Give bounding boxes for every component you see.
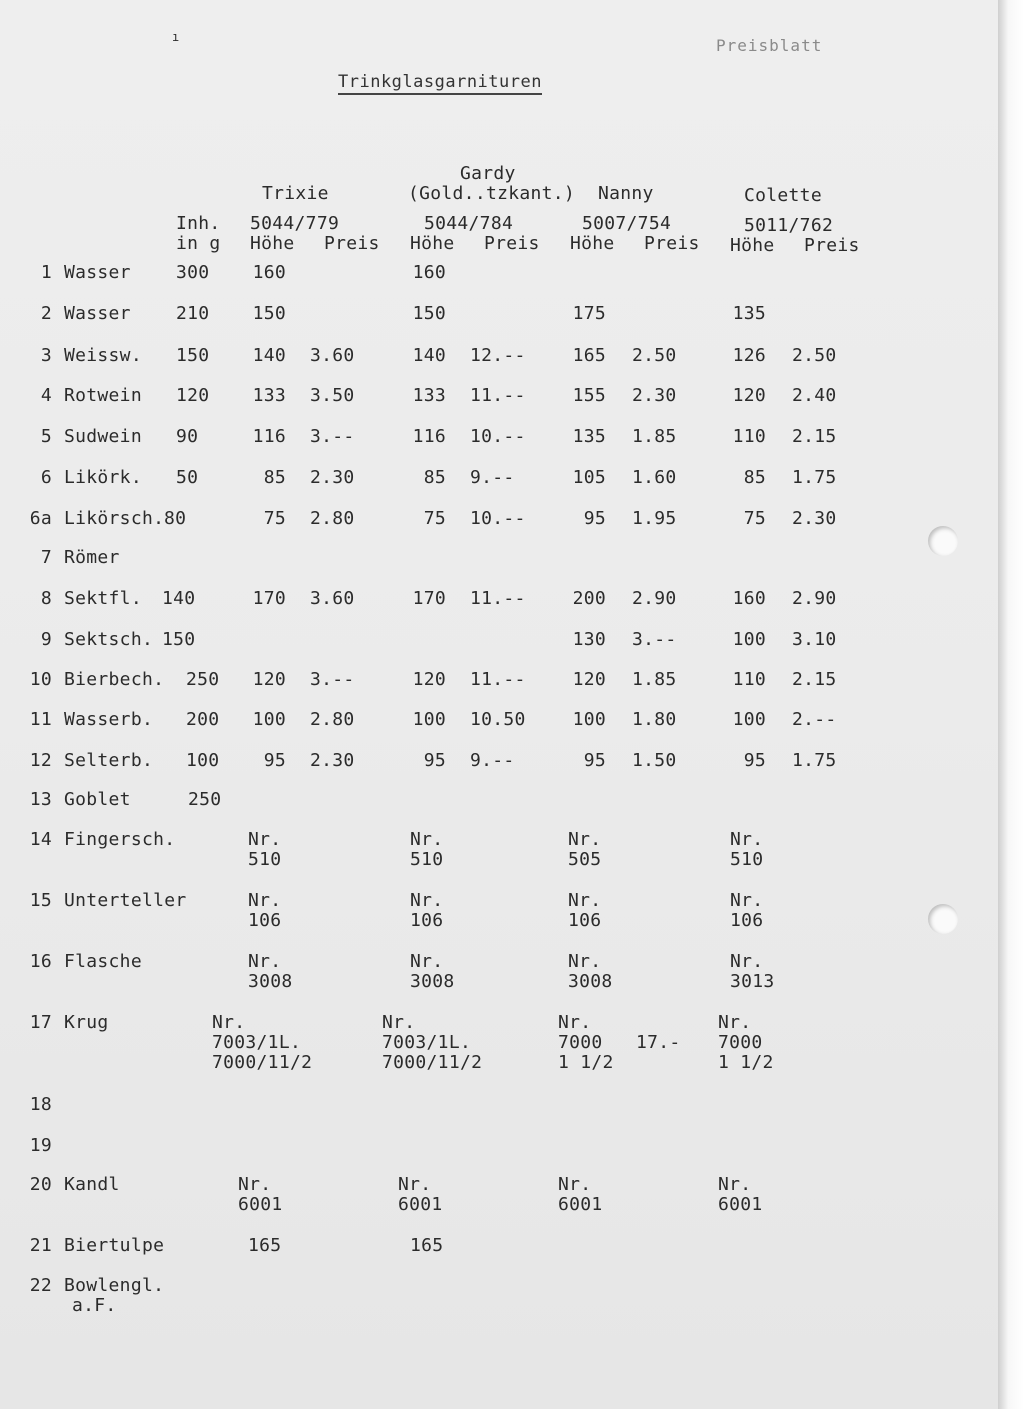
row-17-number: 17 [29,1012,52,1033]
row-10-gardy-preis: 11.-- [470,669,526,690]
row-12-nanny-hoehe: 95 [583,750,606,771]
row-9-inh: 150 [162,629,196,650]
row-8-nanny-preis: 2.90 [632,588,677,609]
row-2-gardy-hoehe: 150 [412,303,446,324]
row-20-nanny-nr: Nr. 6001 [558,1174,603,1215]
row-6a-inh: 80 [164,508,187,529]
row-17-name: Krug [64,1012,109,1033]
row-13-number: 13 [29,789,52,810]
row-4-trixie-preis: 3.50 [310,385,355,406]
row-12-nanny-preis: 1.50 [632,750,677,771]
row-11-trixie-preis: 2.80 [310,709,355,730]
row-17-trixie-nr: Nr. 7003/1L. 7000/11/2 [212,1012,313,1073]
row-14-nanny-nr: Nr. 505 [568,829,602,870]
row-5-gardy-preis: 10.-- [470,426,526,447]
row-4-number: 4 [40,385,52,406]
row-5-inh: 90 [176,426,199,447]
col-trixie-hoehe: Höhe [250,233,295,254]
row-10-number: 10 [29,669,52,690]
row-9-name: Sektsch. [64,629,154,650]
row-6a-nanny-hoehe: 95 [583,508,606,529]
row-2-name: Wasser [64,303,131,324]
row-15-colette-nr: Nr. 106 [730,890,764,931]
row-21-trixie-hoehe: 165 [248,1235,282,1256]
row-1-inh: 300 [176,262,210,283]
row-11-gardy-preis: 10.50 [470,709,526,730]
row-9-nanny-preis: 3.-- [632,629,677,650]
row-5-gardy-hoehe: 116 [412,426,446,447]
row-1-trixie-hoehe: 160 [252,262,286,283]
row-10-nanny-preis: 1.85 [632,669,677,690]
row-5-name: Sudwein [64,426,142,447]
row-4-nanny-hoehe: 155 [572,385,606,406]
row-16-gardy-nr: Nr. 3008 [410,951,455,992]
row-4-colette-preis: 2.40 [792,385,837,406]
col-nanny-preis: Preis [644,233,700,254]
col-inh-unit: in g [176,233,221,254]
row-16-name: Flasche [64,951,142,972]
row-10-name: Bierbech. [64,669,165,690]
row-16-colette-nr: Nr. 3013 [730,951,775,992]
row-3-name: Weissw. [64,345,142,366]
row-7-number: 7 [40,547,52,568]
row-14-number: 14 [29,829,52,850]
row-3-inh: 150 [176,345,210,366]
col-colette-hoehe: Höhe [730,235,775,256]
row-4-colette-hoehe: 120 [732,385,766,406]
row-6a-colette-preis: 2.30 [792,508,837,529]
row-9-colette-preis: 3.10 [792,629,837,650]
row-10-trixie-hoehe: 120 [252,669,286,690]
row-8-nanny-hoehe: 200 [572,588,606,609]
paper-edge [998,0,1024,1409]
row-8-name: Sektfl. [64,588,142,609]
row-8-trixie-preis: 3.60 [310,588,355,609]
row-18-number: 18 [29,1094,52,1115]
row-6-trixie-preis: 2.30 [310,467,355,488]
top-mark: ı [172,30,180,44]
row-3-gardy-hoehe: 140 [412,345,446,366]
row-8-number: 8 [40,588,52,609]
row-12-gardy-hoehe: 95 [423,750,446,771]
row-14-trixie-nr: Nr. 510 [248,829,282,870]
row-6a-name: Likörsch. [64,508,165,529]
row-15-nanny-nr: Nr. 106 [568,890,602,931]
row-6-trixie-hoehe: 85 [263,467,286,488]
col-nanny-hoehe: Höhe [570,233,615,254]
row-6-colette-hoehe: 85 [743,467,766,488]
row-5-trixie-preis: 3.-- [310,426,355,447]
page-title: Trinkglasgarnituren [338,72,542,95]
row-6-number: 6 [40,467,52,488]
row-6a-gardy-hoehe: 75 [423,508,446,529]
row-3-colette-hoehe: 126 [732,345,766,366]
row-1-gardy-hoehe: 160 [412,262,446,283]
row-19-number: 19 [29,1135,52,1156]
row-22-name: Bowlengl. [64,1275,165,1296]
row-10-colette-hoehe: 110 [732,669,766,690]
row-6-nanny-preis: 1.60 [632,467,677,488]
col-inh-label: Inh. [176,213,221,234]
col-trixie-preis: Preis [324,233,380,254]
row-6a-gardy-preis: 10.-- [470,508,526,529]
row-4-inh: 120 [176,385,210,406]
row-6a-nanny-preis: 1.95 [632,508,677,529]
row-6-colette-preis: 1.75 [792,467,837,488]
punch-hole-upper [928,526,958,556]
row-8-gardy-hoehe: 170 [412,588,446,609]
row-6a-colette-hoehe: 75 [743,508,766,529]
row-11-trixie-hoehe: 100 [252,709,286,730]
row-16-nanny-nr: Nr. 3008 [568,951,613,992]
row-12-colette-hoehe: 95 [743,750,766,771]
row-10-trixie-preis: 3.-- [310,669,355,690]
row-4-name: Rotwein [64,385,142,406]
row-8-gardy-preis: 11.-- [470,588,526,609]
row-20-colette-nr: Nr. 6001 [718,1174,763,1215]
row-1-number: 1 [40,262,52,283]
row-20-name: Kandl [64,1174,120,1195]
row-8-colette-preis: 2.90 [792,588,837,609]
row-15-name: Unterteller [64,890,187,911]
row-4-nanny-preis: 2.30 [632,385,677,406]
col-gardy-subtitle: (Gold..tzkant.) [408,183,576,204]
row-12-trixie-preis: 2.30 [310,750,355,771]
stamp-preisblatt: Preisblatt [716,36,823,55]
row-5-nanny-hoehe: 135 [572,426,606,447]
row-12-trixie-hoehe: 95 [263,750,286,771]
row-1-name: Wasser [64,262,131,283]
col-gardy-hoehe: Höhe [410,233,455,254]
row-2-inh: 210 [176,303,210,324]
punch-hole-lower [928,904,958,934]
row-11-number: 11 [29,709,52,730]
col-gardy-preis: Preis [484,233,540,254]
row-20-number: 20 [29,1174,52,1195]
row-16-number: 16 [29,951,52,972]
row-14-colette-nr: Nr. 510 [730,829,764,870]
row-2-number: 2 [40,303,52,324]
row-9-nanny-hoehe: 130 [572,629,606,650]
row-12-colette-preis: 1.75 [792,750,837,771]
col-trixie-name: Trixie [262,183,329,204]
row-12-name: Selterb. [64,750,154,771]
row-9-number: 9 [40,629,52,650]
row-3-trixie-hoehe: 140 [252,345,286,366]
row-6-gardy-hoehe: 85 [423,467,446,488]
row-14-name: Fingersch. [64,829,176,850]
row-17-nanny-nr: Nr. 7000 1 1/2 [558,1012,614,1073]
row-6a-trixie-hoehe: 75 [263,508,286,529]
row-2-trixie-hoehe: 150 [252,303,286,324]
row-8-inh: 140 [162,588,196,609]
col-gardy-name: Gardy [460,163,516,184]
col-gardy-code: 5044/784 [424,213,514,234]
row-6-name: Likörk. [64,467,142,488]
row-12-gardy-preis: 9.-- [470,750,515,771]
row-5-colette-hoehe: 110 [732,426,766,447]
row-6-gardy-preis: 9.-- [470,467,515,488]
row-16-trixie-nr: Nr. 3008 [248,951,293,992]
row-21-gardy-hoehe: 165 [410,1235,444,1256]
col-trixie-code: 5044/779 [250,213,340,234]
row-3-colette-preis: 2.50 [792,345,837,366]
row-12-inh: 100 [186,750,220,771]
row-6a-number: 6a [29,508,52,529]
row-6-inh: 50 [176,467,199,488]
row-3-trixie-preis: 3.60 [310,345,355,366]
row-13-name: Goblet [64,789,131,810]
col-nanny-code: 5007/754 [582,213,672,234]
row-21-name: Biertulpe [64,1235,165,1256]
row-9-colette-hoehe: 100 [732,629,766,650]
row-10-nanny-hoehe: 120 [572,669,606,690]
row-14-gardy-nr: Nr. 510 [410,829,444,870]
row-3-gardy-preis: 12.-- [470,345,526,366]
row-15-number: 15 [29,890,52,911]
row-17-nanny-preis: 17.- [636,1032,681,1053]
row-17-gardy-nr: Nr. 7003/1L. 7000/11/2 [382,1012,483,1073]
row-22-number: 22 [29,1275,52,1296]
row-11-inh: 200 [186,709,220,730]
row-11-colette-hoehe: 100 [732,709,766,730]
col-nanny-name: Nanny [598,183,654,204]
row-5-trixie-hoehe: 116 [252,426,286,447]
row-7-name: Römer [64,547,120,568]
row-3-nanny-preis: 2.50 [632,345,677,366]
col-colette-name: Colette [744,185,822,206]
row-11-name: Wasserb. [64,709,154,730]
col-colette-preis: Preis [804,235,860,256]
row-4-gardy-preis: 11.-- [470,385,526,406]
row-15-trixie-nr: Nr. 106 [248,890,282,931]
row-17-colette-nr: Nr. 7000 1 1/2 [718,1012,774,1073]
row-11-gardy-hoehe: 100 [412,709,446,730]
row-10-gardy-hoehe: 120 [412,669,446,690]
col-colette-code: 5011/762 [744,215,834,236]
row-3-nanny-hoehe: 165 [572,345,606,366]
row-10-colette-preis: 2.15 [792,669,837,690]
row-4-gardy-hoehe: 133 [412,385,446,406]
row-22-name-line2: a.F. [72,1295,117,1316]
row-11-nanny-hoehe: 100 [572,709,606,730]
row-2-nanny-hoehe: 175 [572,303,606,324]
row-5-nanny-preis: 1.85 [632,426,677,447]
row-2-colette-hoehe: 135 [732,303,766,324]
row-5-colette-preis: 2.15 [792,426,837,447]
row-20-trixie-nr: Nr. 6001 [238,1174,283,1215]
row-3-number: 3 [40,345,52,366]
row-8-trixie-hoehe: 170 [252,588,286,609]
row-4-trixie-hoehe: 133 [252,385,286,406]
row-20-gardy-nr: Nr. 6001 [398,1174,443,1215]
row-11-colette-preis: 2.-- [792,709,837,730]
row-8-colette-hoehe: 160 [732,588,766,609]
row-10-inh: 250 [186,669,220,690]
row-11-nanny-preis: 1.80 [632,709,677,730]
row-15-gardy-nr: Nr. 106 [410,890,444,931]
row-6-nanny-hoehe: 105 [572,467,606,488]
row-5-number: 5 [40,426,52,447]
row-21-number: 21 [29,1235,52,1256]
row-13-inh: 250 [188,789,222,810]
row-12-number: 12 [29,750,52,771]
row-6a-trixie-preis: 2.80 [310,508,355,529]
